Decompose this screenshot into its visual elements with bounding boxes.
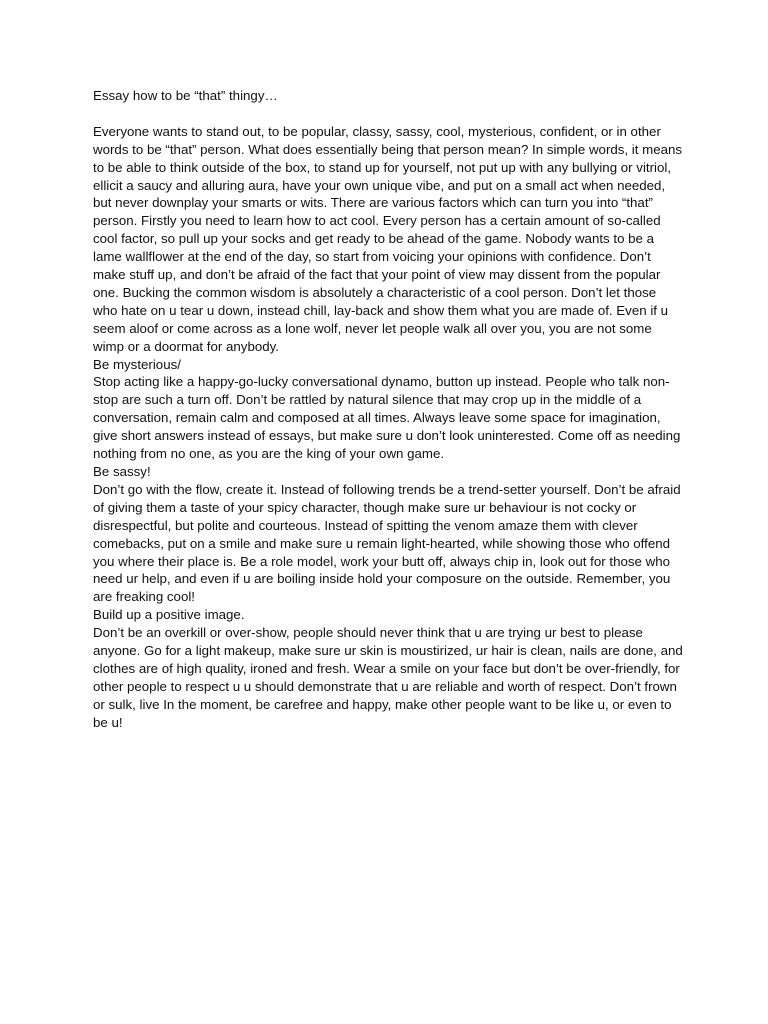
document-body: [93, 87, 683, 732]
intro-paragraph: Everyone wants to stand out, to be popular, classy, sassy, cool, mysterious, confident, or in other words to be “that” person. What does essentially being that person mean? In simple words, it means to be able to think outside of the box, to stand up for yourself, not put up with any bullying or vitriol, ellicit a saucy and alluring aura, have your own unique vibe, and put on a small act when needed, but never downplay your smarts or wits. There are various factors which can turn you into “that” person. Firstly you need to learn how to act cool. Every person has a certain amount of so-called cool factor, so pull up your socks and get ready to be ahead of the game. Nobody wants to be a lame wallflower at the end of the day, so start from voicing your opinions with confidence. Don’t make stuff up, and don’t be afraid of the fact that your point of view may dissent from the popular one. Bucking the common wisdom is absolutely a characteristic of a cool person. Don’t let those who hate on u tear u down, instead chill, lay-back and show them what you are made of. Even if u seem aloof or come across as a lone wolf, never let people walk all over you, you are not some wimp or a doormat for anybody.: [93, 123, 683, 354]
paragraph-be-sassy: Don’t go with the flow, create it. Instead of following trends be a trend-setter yourself. Don’t be afraid of giving them a taste of your spicy character, though make sure ur behaviour is not cocky or disrespectful, but polite and courteous. Instead of spitting the venom amaze them with clever comebacks, put on a smile and make sure u remain light-hearted, while showing those who offend you where their place is. Be a role model, work your butt off, always chip in, look out for those who need ur help, and even if u are boiling inside hold your composure on the outside. Remember, you are freaking cool!: [93, 481, 681, 605]
paragraph-gap: [93, 105, 683, 123]
paragraph-be-mysterious: Stop acting like a happy-go-lucky conversational dynamo, button up instead. People who talk non-stop are such a turn off. Don’t be rattled by natural silence that may crop up in the middle of a conversation, remain calm and composed at all times. Always leave some space for imagination, give short answers instead of essays, but make sure u don’t look uninterested. Come off as needing nothing from no one, as you are the king of your own game.: [93, 374, 681, 462]
heading-be-sassy: Be sassy!: [93, 464, 151, 480]
heading-positive-image: Build up a positive image.: [93, 607, 245, 623]
document-title: Essay how to be “that” thingy…: [93, 88, 278, 103]
paragraph-positive-image: Don’t be an overkill or over-show, people should never think that u are trying ur best to please anyone. Go for a light makeup, make sure ur skin is moustirized, ur hair is clean, nails are done, and clothes are of high quality, ironed and fresh. Wear a smile on your face but don’t be over-friendly, for other people to respect u u should demonstrate that u are reliable and worth of respect. Don’t frown or sulk, live In the moment, be carefree and happy, make other people want to be like u, or even to be u!: [93, 625, 683, 730]
heading-be-mysterious: Be mysterious/: [93, 356, 181, 372]
